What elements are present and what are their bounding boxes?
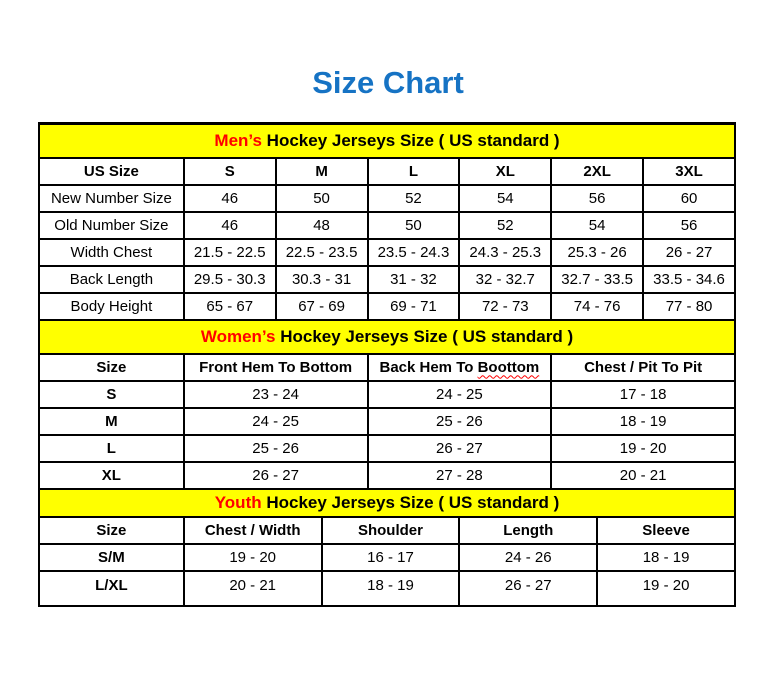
- size-value: 46: [184, 212, 276, 239]
- size-value: 19 - 20: [597, 571, 735, 606]
- womens-row-label: M: [39, 408, 184, 435]
- youth-col-header: Length: [459, 517, 597, 544]
- table-row: [39, 462, 735, 489]
- size-value: 19 - 20: [551, 435, 735, 462]
- size-value: 21.5 - 22.5: [184, 239, 276, 266]
- womens-column-header-row: [39, 354, 735, 381]
- mens-row-label: Back Length: [39, 266, 184, 293]
- size-value: 16 - 17: [322, 544, 460, 571]
- womens-section-band: [39, 320, 735, 354]
- table-row: [39, 408, 735, 435]
- size-value: 19 - 20: [184, 544, 322, 571]
- mens-row-label: Old Number Size: [39, 212, 184, 239]
- size-value: 22.5 - 23.5: [276, 239, 368, 266]
- size-value: 25.3 - 26: [551, 239, 643, 266]
- womens-size-table: [38, 319, 736, 490]
- womens-header-rest: Hockey Jerseys Size ( US standard ): [275, 326, 574, 346]
- size-value: 32.7 - 33.5: [551, 266, 643, 293]
- misspelled-word-spellcheck-underline: Boottom: [477, 358, 540, 376]
- size-value: 18 - 19: [597, 544, 735, 571]
- size-value: 74 - 76: [551, 293, 643, 320]
- size-value: 23 - 24: [184, 381, 368, 408]
- size-value: 26 - 27: [643, 239, 735, 266]
- size-value: 29.5 - 30.3: [184, 266, 276, 293]
- size-value: 54: [459, 185, 551, 212]
- mens-header-rest: Hockey Jerseys Size ( US standard ): [261, 130, 560, 150]
- womens-row-label: L: [39, 435, 184, 462]
- youth-col-header: Shoulder: [322, 517, 460, 544]
- size-value: 26 - 27: [368, 435, 552, 462]
- size-value: 54: [551, 212, 643, 239]
- size-value: 72 - 73: [459, 293, 551, 320]
- mens-row-label: Body Height: [39, 293, 184, 320]
- womens-col-header: Chest / Pit To Pit: [551, 354, 735, 381]
- size-value: 48: [276, 212, 368, 239]
- youth-row-label: L/XL: [39, 571, 184, 606]
- youth-col-header: Chest / Width: [184, 517, 322, 544]
- youth-header-rest: Hockey Jerseys Size ( US standard ): [261, 492, 560, 512]
- size-value: 46: [184, 185, 276, 212]
- size-value: 56: [643, 212, 735, 239]
- back-hem-prefix: Back Hem To: [379, 358, 478, 376]
- size-value: 33.5 - 34.6: [643, 266, 735, 293]
- size-value: 25 - 26: [184, 435, 368, 462]
- table-row: [39, 571, 735, 606]
- womens-header-accent: Women’s: [200, 326, 276, 346]
- table-row: [39, 212, 735, 239]
- size-value: 18 - 19: [551, 408, 735, 435]
- womens-section-header: [39, 320, 735, 354]
- mens-col-header: US Size: [39, 158, 184, 185]
- size-value: 24 - 26: [459, 544, 597, 571]
- size-value: 77 - 80: [643, 293, 735, 320]
- size-value: 23.5 - 24.3: [368, 239, 460, 266]
- youth-size-table: [38, 488, 736, 607]
- size-value: 67 - 69: [276, 293, 368, 320]
- table-row: [39, 239, 735, 266]
- youth-section-header: [39, 489, 735, 517]
- table-row: [39, 381, 735, 408]
- size-value: 27 - 28: [368, 462, 552, 489]
- mens-column-header-row: [39, 158, 735, 185]
- youth-row-label: S/M: [39, 544, 184, 571]
- table-row: [39, 266, 735, 293]
- size-value: 31 - 32: [368, 266, 460, 293]
- size-value: 52: [368, 185, 460, 212]
- size-value: 24 - 25: [184, 408, 368, 435]
- mens-col-header: L: [368, 158, 460, 185]
- size-value: 65 - 67: [184, 293, 276, 320]
- size-value: 26 - 27: [459, 571, 597, 606]
- size-value: 60: [643, 185, 735, 212]
- womens-col-header: Size: [39, 354, 184, 381]
- page-title: Size Chart: [312, 65, 464, 100]
- youth-section-band: [39, 489, 735, 517]
- size-value: 32 - 32.7: [459, 266, 551, 293]
- youth-column-header-row: [39, 517, 735, 544]
- size-value: 17 - 18: [551, 381, 735, 408]
- size-value: 69 - 71: [368, 293, 460, 320]
- table-row: [39, 185, 735, 212]
- mens-section-header: [39, 124, 735, 158]
- youth-header-accent: Youth: [214, 492, 262, 512]
- table-row: [39, 293, 735, 320]
- mens-col-header: M: [276, 158, 368, 185]
- womens-row-label: S: [39, 381, 184, 408]
- size-value: 52: [459, 212, 551, 239]
- mens-section-band: [39, 124, 735, 158]
- mens-header-accent: Men’s: [214, 130, 262, 150]
- size-tables-container: [38, 122, 736, 607]
- size-value: 24 - 25: [368, 381, 552, 408]
- mens-row-label: New Number Size: [39, 185, 184, 212]
- mens-col-header: 2XL: [551, 158, 643, 185]
- size-value: 20 - 21: [184, 571, 322, 606]
- size-value: 24.3 - 25.3: [459, 239, 551, 266]
- mens-col-header: 3XL: [643, 158, 735, 185]
- youth-col-header: Size: [39, 517, 184, 544]
- womens-row-label: XL: [39, 462, 184, 489]
- size-value: 30.3 - 31: [276, 266, 368, 293]
- mens-col-header: XL: [459, 158, 551, 185]
- size-value: 18 - 19: [322, 571, 460, 606]
- size-value: 26 - 27: [184, 462, 368, 489]
- youth-col-header: Sleeve: [597, 517, 735, 544]
- womens-col-header: Front Hem To Bottom: [184, 354, 368, 381]
- size-value: 56: [551, 185, 643, 212]
- table-row: [39, 435, 735, 462]
- mens-size-table: [38, 122, 736, 321]
- size-value: 25 - 26: [368, 408, 552, 435]
- mens-row-label: Width Chest: [39, 239, 184, 266]
- size-value: 50: [368, 212, 460, 239]
- size-value: 50: [276, 185, 368, 212]
- womens-col-header-back-hem: [368, 354, 552, 381]
- size-value: 20 - 21: [551, 462, 735, 489]
- table-row: [39, 544, 735, 571]
- mens-col-header: S: [184, 158, 276, 185]
